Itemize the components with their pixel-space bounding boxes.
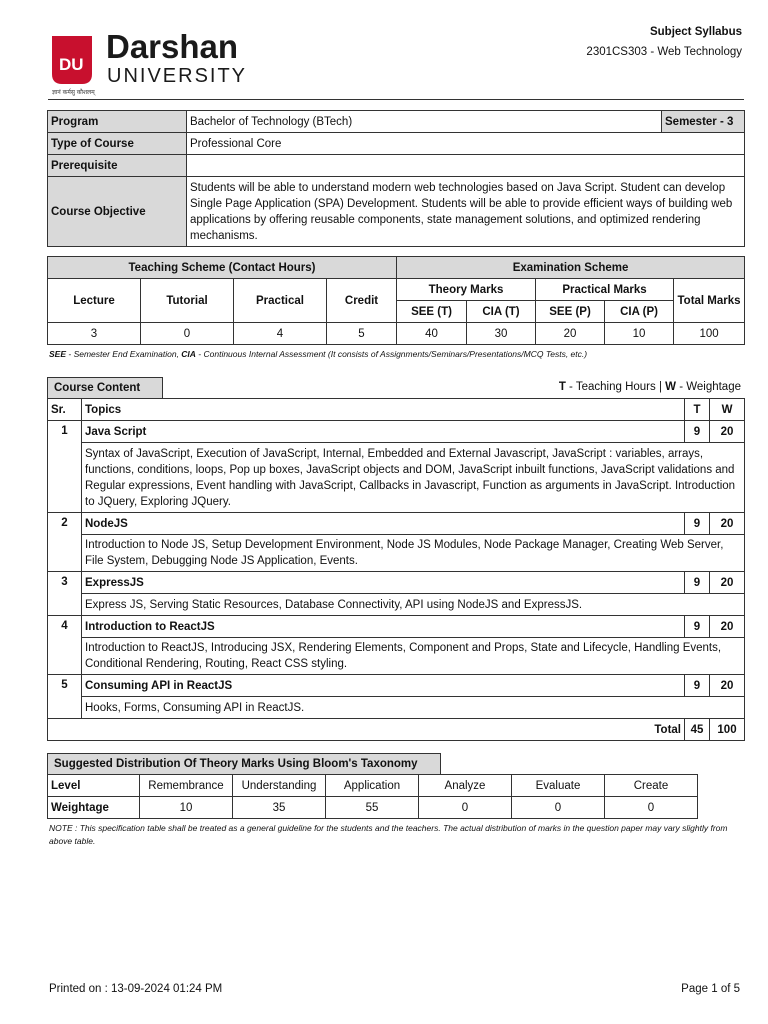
practical-header: Practical xyxy=(234,279,327,323)
topic-name: NodeJS xyxy=(82,513,685,535)
document-title: Subject Syllabus xyxy=(649,26,742,38)
blooms-weight: 0 xyxy=(605,797,698,819)
theory-marks-header: Theory Marks xyxy=(397,279,536,301)
course-content-title: Course Content xyxy=(54,382,141,394)
total-marks-header: Total Marks xyxy=(674,279,745,323)
legend-t: T xyxy=(558,381,566,393)
blooms-level: Create xyxy=(605,775,698,797)
total-weightage: 100 xyxy=(710,719,745,741)
topic-weightage: 20 xyxy=(710,616,745,638)
blooms-title: Suggested Distribution Of Theory Marks Using Bloom's Taxonomy xyxy=(54,758,418,770)
scheme-value: 5 xyxy=(327,323,397,345)
blooms-weight: 55 xyxy=(326,797,419,819)
topic-hours: 9 xyxy=(685,616,710,638)
topic-sr: 2 xyxy=(48,513,82,572)
topic-weightage: 20 xyxy=(710,421,745,443)
cia-abbr: CIA xyxy=(181,349,196,359)
topic-description: Hooks, Forms, Consuming API in ReactJS. xyxy=(82,697,745,719)
topic-sr: 4 xyxy=(48,616,82,675)
blooms-level: Understanding xyxy=(233,775,326,797)
program-table xyxy=(47,110,745,247)
credit-header: Credit xyxy=(327,279,397,323)
svg-text:DU: DU xyxy=(59,55,84,74)
topic-hours: 9 xyxy=(685,513,710,535)
topic-weightage: 20 xyxy=(710,513,745,535)
logo-sub: UNIVERSITY xyxy=(107,65,248,87)
topic-hours: 9 xyxy=(685,421,710,443)
blooms-level: Application xyxy=(326,775,419,797)
topic-description: Express JS, Serving Static Resources, Database Connectivity, API using NodeJS and ExpressJS. xyxy=(82,594,745,616)
blooms-title-tab xyxy=(47,753,441,775)
topic-description: Syntax of JavaScript, Execution of JavaScript, Internal, Embedded and External Javascript, JavaScript : variables, arrays, functions, conditions, loops, Pop up boxes, JavaScript objects and DOM, JavaScript inbuilt functions, JavaScript validations and Regular expressions, Event handling with JavaScript, Callbacks in Javascript, Function as arguments in JavaScript. Introduction to JQuery, Exploring JQuery. xyxy=(82,443,745,513)
see-abbr: SEE xyxy=(49,349,67,359)
topic-hours: 9 xyxy=(685,572,710,594)
practical-marks-header: Practical Marks xyxy=(536,279,674,301)
scheme-table xyxy=(47,256,745,345)
scheme-value: 20 xyxy=(536,323,605,345)
topics-header: Topics xyxy=(82,399,685,421)
course-content-tab xyxy=(47,377,163,399)
cia-t-header: CIA (T) xyxy=(467,301,536,323)
topic-sr: 1 xyxy=(48,421,82,513)
header-right xyxy=(586,26,742,58)
program-label: Program xyxy=(48,111,187,133)
legend-w-text: - Weightage xyxy=(676,381,741,393)
topic-description: Introduction to Node JS, Setup Development Environment, Node JS Modules, Node Package Manager, Creating Web Server, File System, Debugging Node JS Application, Events. xyxy=(82,535,745,572)
logo-name: Darshan xyxy=(106,30,239,65)
total-hours: 45 xyxy=(685,719,710,741)
level-label: Level xyxy=(48,775,140,797)
course-type-label: Type of Course xyxy=(48,133,187,155)
total-label: Total xyxy=(48,719,685,741)
scheme-value: 30 xyxy=(467,323,536,345)
topic-sr: 3 xyxy=(48,572,82,616)
scheme-note xyxy=(49,348,744,361)
topic-weightage: 20 xyxy=(710,572,745,594)
see-t-header: SEE (T) xyxy=(397,301,467,323)
legend-t-text: - Teaching Hours | xyxy=(565,381,666,393)
prerequisite-label: Prerequisite xyxy=(48,155,187,177)
weightage-label: Weightage xyxy=(48,797,140,819)
scheme-value: 40 xyxy=(397,323,467,345)
blooms-weight: 0 xyxy=(512,797,605,819)
w-header: W xyxy=(710,399,745,421)
cia-text: - Continuous Internal Assessment (It consists of Assignments/Seminars/Presentations/MCQ Tests, etc.) xyxy=(195,349,588,359)
examination-scheme-header: Examination Scheme xyxy=(397,257,745,279)
blooms-note: NOTE : This specification table shall be treated as a general guideline for the students and the teachers. The actual distribution of marks in the question paper may vary slightly from above table. xyxy=(49,823,728,846)
university-logo xyxy=(50,30,300,96)
topic-name: Introduction to ReactJS xyxy=(82,616,685,638)
course-type-value: Professional Core xyxy=(187,133,745,155)
blooms-level: Analyze xyxy=(419,775,512,797)
blooms-weight: 0 xyxy=(419,797,512,819)
topic-name: Java Script xyxy=(82,421,685,443)
sr-header: Sr. xyxy=(48,399,82,421)
course-objective-label: Course Objective xyxy=(48,177,187,247)
lecture-header: Lecture xyxy=(48,279,141,323)
page-number: Page 1 of 5 xyxy=(681,983,740,995)
scheme-value: 0 xyxy=(141,323,234,345)
scheme-value: 100 xyxy=(674,323,745,345)
blooms-level: Evaluate xyxy=(512,775,605,797)
see-p-header: SEE (P) xyxy=(536,301,605,323)
course-content-table xyxy=(47,398,745,741)
see-text: - Semester End Examination, xyxy=(66,349,182,359)
topic-name: ExpressJS xyxy=(82,572,685,594)
topic-weightage: 20 xyxy=(710,675,745,697)
course-objective-value: Students will be able to understand modern web technologies based on Java Script. Student can develop Single Page Application (SPA) Development. Students will be able to provide efficient ways of building web applications by offering reusable components, state management solutions, and optimized rendering mechanisms. xyxy=(187,177,745,247)
topic-hours: 9 xyxy=(685,675,710,697)
blooms-weight: 35 xyxy=(233,797,326,819)
tutorial-header: Tutorial xyxy=(141,279,234,323)
course-code-name: 2301CS303 - Web Technology xyxy=(586,46,742,58)
blooms-weight: 10 xyxy=(140,797,233,819)
t-header: T xyxy=(685,399,710,421)
cia-p-header: CIA (P) xyxy=(605,301,674,323)
scheme-value: 3 xyxy=(48,323,141,345)
page-header xyxy=(48,24,744,100)
prerequisite-value xyxy=(187,155,745,177)
teaching-scheme-header: Teaching Scheme (Contact Hours) xyxy=(48,257,397,279)
legend-w: W xyxy=(665,381,676,393)
course-content-legend xyxy=(559,381,741,393)
blooms-level: Remembrance xyxy=(140,775,233,797)
logo-tagline: ज्ञानं कर्मसु कौशलम् xyxy=(52,89,95,96)
blooms-table xyxy=(47,774,698,819)
program-value: Bachelor of Technology (BTech) xyxy=(187,111,662,133)
scheme-value: 10 xyxy=(605,323,674,345)
topic-name: Consuming API in ReactJS xyxy=(82,675,685,697)
topic-sr: 5 xyxy=(48,675,82,719)
semester-badge: Semester - 3 xyxy=(662,111,745,133)
printed-on: Printed on : 13-09-2024 01:24 PM xyxy=(49,983,223,995)
scheme-value: 4 xyxy=(234,323,327,345)
topic-description: Introduction to ReactJS, Introducing JSX, Rendering Elements, Component and Props, State and Lifecycle, Handling Events, Conditional Rendering, Routing, React CSS styling. xyxy=(82,638,745,675)
